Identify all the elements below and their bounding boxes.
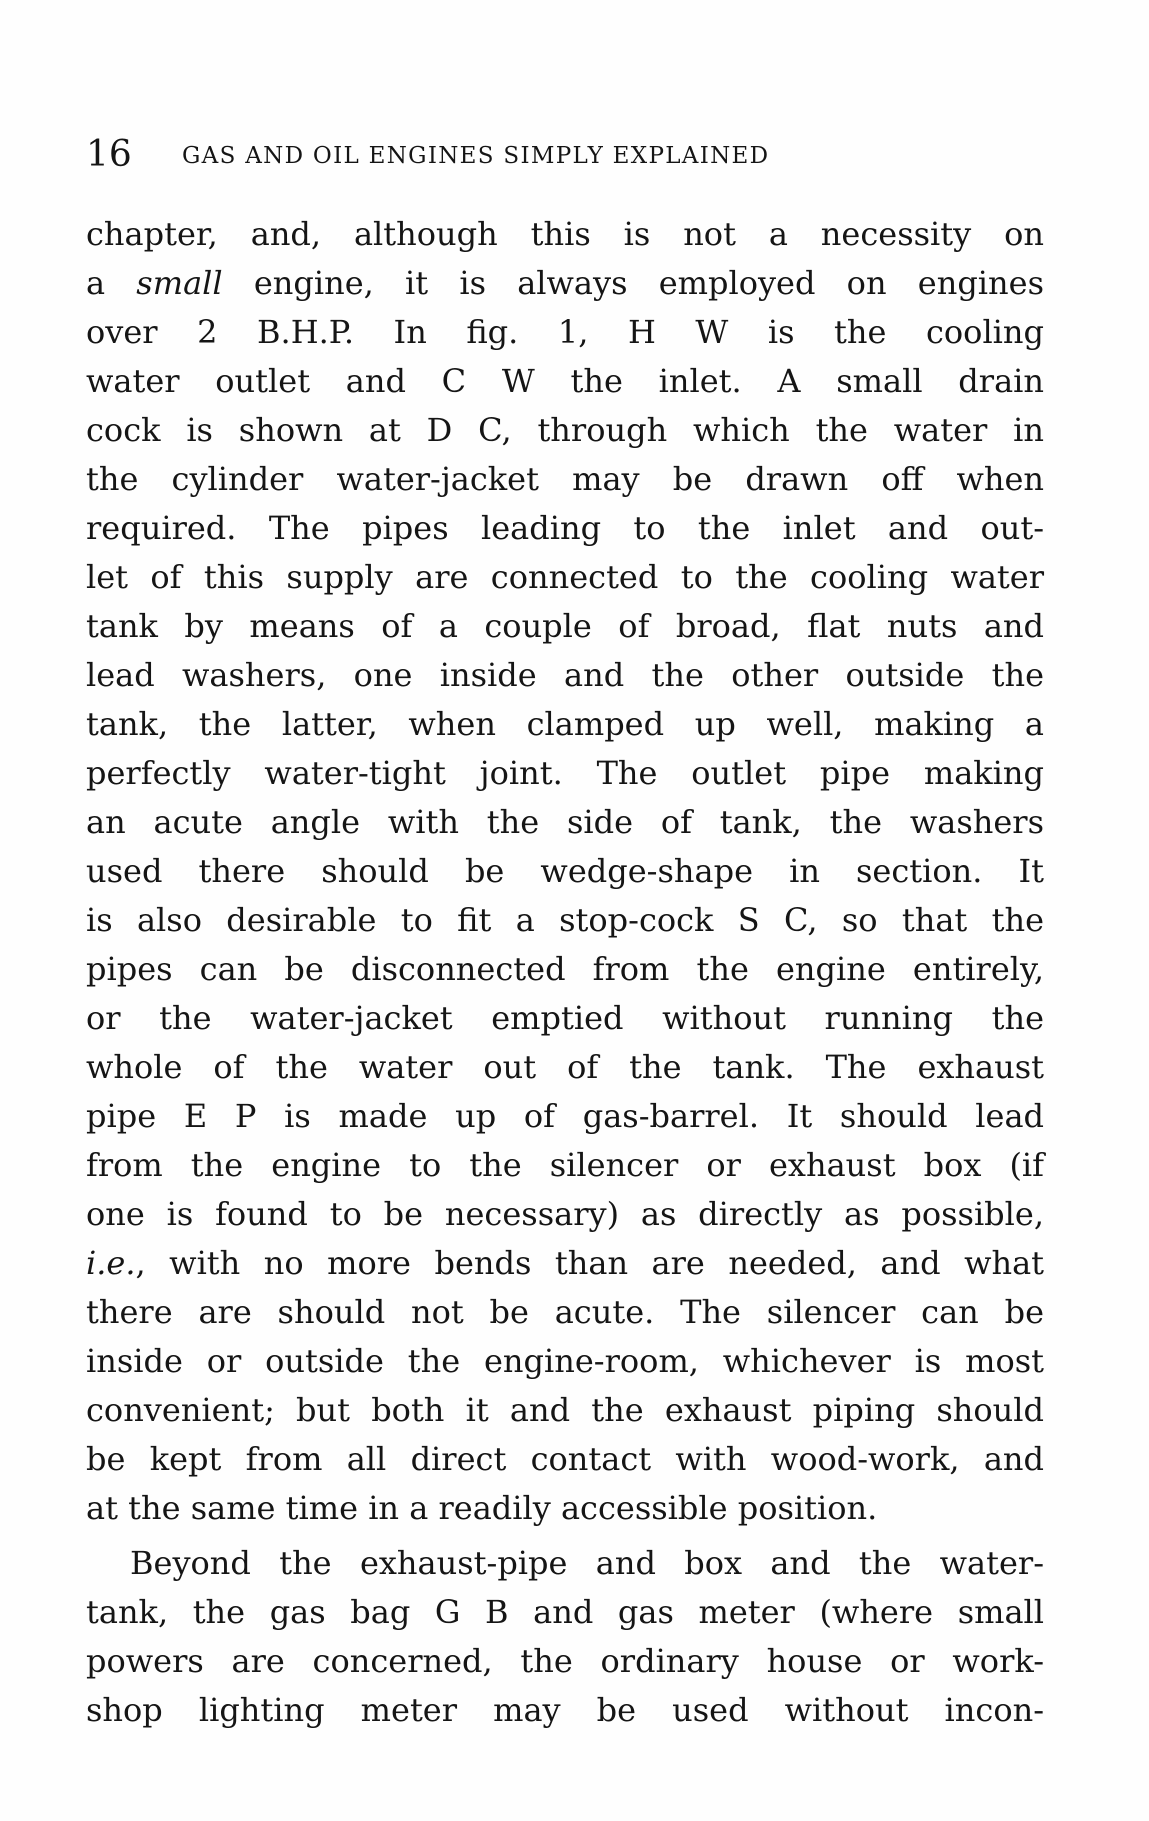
running-title: GAS AND OIL ENGINES SIMPLY EXPLAINED [182,143,770,169]
text-line: powers are concerned, the ordinary house or work- [86,1642,1044,1680]
text-line: inside or outside the engine-room, whichever is most [86,1342,1044,1380]
text-line: pipes can be disconnected from the engine entirely, [86,950,1044,988]
text-line: required. The pipes leading to the inlet and out- [86,509,1044,547]
text-run: , with no more bends than are needed, and what [135,1244,1044,1282]
text-line [86,259,1044,308]
text-line: is also desirable to fit a stop-cock S C, so that the [86,901,1044,939]
text-line: water outlet and C W the inlet. A small drain [86,362,1044,400]
italic-abbreviation: i.e. [86,1244,136,1282]
text-line: tank, the latter, when clamped up well, making a [86,705,1044,743]
text-line: shop lighting meter may be used without incon- [86,1691,1044,1729]
text-line: from the engine to the silencer or exhaust box (if [86,1146,1044,1184]
running-header [86,130,1066,180]
text-line: over 2 B.H.P. In fig. 1, H W is the cooling [86,313,1044,351]
text-line: pipe E P is made up of gas-barrel. It should lead [86,1097,1044,1135]
paragraph-1 [86,210,1044,1533]
text-line: lead washers, one inside and the other outside the [86,656,1044,694]
text-run: engine, it is always employed on engines [222,264,1045,302]
text-line: convenient; but both it and the exhaust piping should [86,1391,1044,1429]
text-line: be kept from all direct contact with wood-work, and [86,1440,1044,1478]
text-run: a [86,264,137,302]
text-line: whole of the water out of the tank. The exhaust [86,1048,1044,1086]
text-line: tank by means of a couple of broad, flat nuts and [86,607,1044,645]
text-line: the cylinder water-jacket may be drawn off when [86,460,1044,498]
text-line: Beyond the exhaust-pipe and box and the water- [130,1544,1044,1582]
text-line: chapter, and, although this is not a necessity on [86,215,1044,253]
text-line: tank, the gas bag G B and gas meter (where small [86,1593,1044,1631]
text-line: cock is shown at D C, through which the water in [86,411,1044,449]
body-text [86,210,1044,1735]
text-line: or the water-jacket emptied without running the [86,999,1044,1037]
text-line: an acute angle with the side of tank, the washers [86,803,1044,841]
text-line: one is found to be necessary) as directly as possible, [86,1195,1044,1233]
text-line: used there should be wedge-shape in section. It [86,852,1044,890]
text-line [86,1239,1044,1288]
text-line: let of this supply are connected to the cooling water [86,558,1044,596]
italic-word: small [136,264,223,302]
text-line: there are should not be acute. The silencer can be [86,1293,1044,1331]
text-line: perfectly water-tight joint. The outlet pipe making [86,754,1044,792]
text-line: at the same time in a readily accessible position. [86,1489,878,1527]
paragraph-2 [86,1539,1044,1735]
page-number: 16 [86,134,132,175]
